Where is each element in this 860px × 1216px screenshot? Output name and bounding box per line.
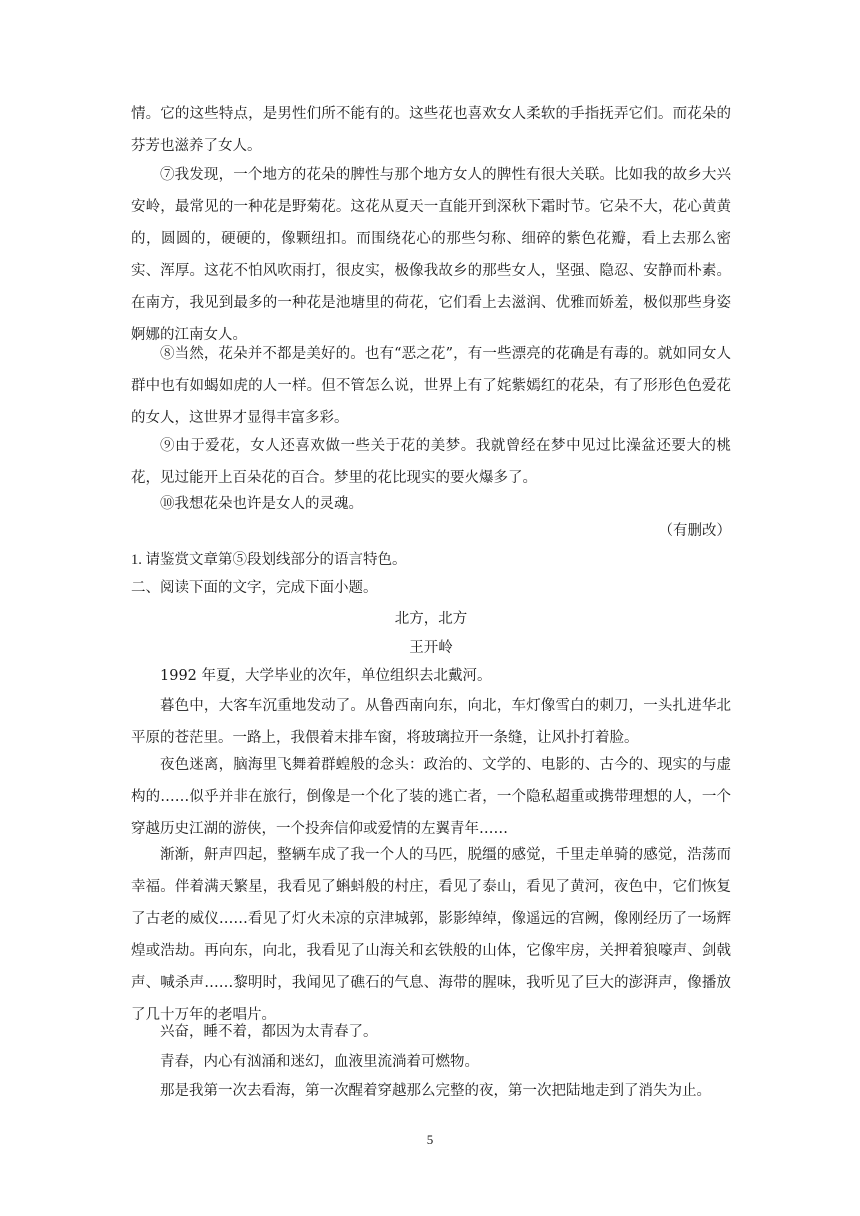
paragraph-continued: 情。它的这些特点，是男性们所不能有的。这些花也喜欢女人柔软的手指抚弄它们。而花朵的芬芳也滋养了女人。: [131, 106, 731, 154]
paragraph-10: ⑩我想花朵也许是女人的灵魂。: [160, 496, 363, 512]
source-note: （有删改）: [658, 523, 731, 539]
passage-author: 王开岭: [409, 640, 453, 656]
passage-two-paragraph-6: 青春，内心有汹涌和迷幻，血液里流淌着可燃物。: [160, 1054, 479, 1070]
passage-two-paragraph-7: 那是我第一次去看海，第一次醒着穿越那么完整的夜，第一次把陆地走到了消失为止。: [160, 1083, 711, 1099]
question-1: 1. 请鉴赏文章第⑤段划线部分的语言特色。: [131, 552, 407, 568]
passage-two-paragraph-1: 1992 年夏，大学毕业的次年，单位组织去北戴河。: [160, 668, 492, 684]
passage-two-paragraph-4: 渐渐，鼾声四起，整辆车成了我一个人的马匹，脱缰的感觉，千里走单骑的感觉，浩荡而幸福。伴着满天繁星，我看见了蝌蚪般的村庄，看见了泰山，看见了黄河，夜色中，它们恢复了古老的威仪……看见了灯火未凉的京津城郭，影影绰绰，像遥远的宫阙，像刚经历了一场辉煌或浩劫。再向东，向北，我看见了山海关和玄铁般的山体，它像牢房，关押着狼嚎声、剑戟声、喊杀声……黎明时，我闻见了礁石的气息、海带的腥味，我听见了巨大的澎湃声，像播放了几十万年的老唱片。: [131, 847, 731, 1023]
passage-title: 北方，北方: [394, 611, 468, 627]
paragraph-9: ⑨由于爱花，女人还喜欢做一些关于花的美梦。我就曾经在梦中见过比澡盆还要大的桃花，见过能开上百朵花的百合。梦里的花比现实的要火爆多了。: [131, 438, 731, 486]
paragraph-7: ⑦我发现，一个地方的花朵的脾性与那个地方女人的脾性有很大关联。比如我的故乡大兴安岭，最常见的一种花是野菊花。这花从夏天一直能开到深秋下霜时节。它朵不大，花心黄黄的，圆圆的，硬硬的，像颗纽扣。而围绕花心的那些匀称、细碎的紫色花瓣，看上去那么密实、浑厚。这花不怕风吹雨打，很皮实，极像我故乡的那些女人，坚强、隐忍、安静而朴素。在南方，我见到最多的一种花是池塘里的荷花，它们看上去滋润、优雅而娇羞，极似那些身姿婀娜的江南女人。: [131, 167, 731, 343]
page-number: 5: [426, 1132, 434, 1147]
passage-two-paragraph-3: 夜色迷离，脑海里飞舞着群蝗般的念头：政治的、文学的、电影的、古今的、现实的与虚构的……似乎并非在旅行，倒像是一个化了装的逃亡者，一个隐私超重或携带理想的人，一个穿越历史江湖的游侠，一个投奔信仰或爱情的左翼青年……: [131, 757, 731, 837]
paragraph-8: ⑧当然，花朵并不都是美好的。也有“恶之花”，有一些漂亮的花确是有毒的。就如同女人群中也有如蝎如虎的人一样。但不管怎么说，世界上有了姹紫嫣红的花朵，有了形形色色爱花的女人，这世界才显得丰富多彩。: [131, 346, 731, 426]
passage-two-paragraph-2: 暮色中，大客车沉重地发动了。从鲁西南向东，向北，车灯像雪白的刺刀，一头扎进华北平原的苍茫里。一路上，我偎着末排车窗，将玻璃拉开一条缝，让风扑打着脸。: [131, 698, 731, 746]
passage-two-paragraph-5: 兴奋，睡不着，都因为太青春了。: [160, 1024, 378, 1040]
section-two-heading: 二、阅读下面的文字，完成下面小题。: [131, 580, 378, 596]
